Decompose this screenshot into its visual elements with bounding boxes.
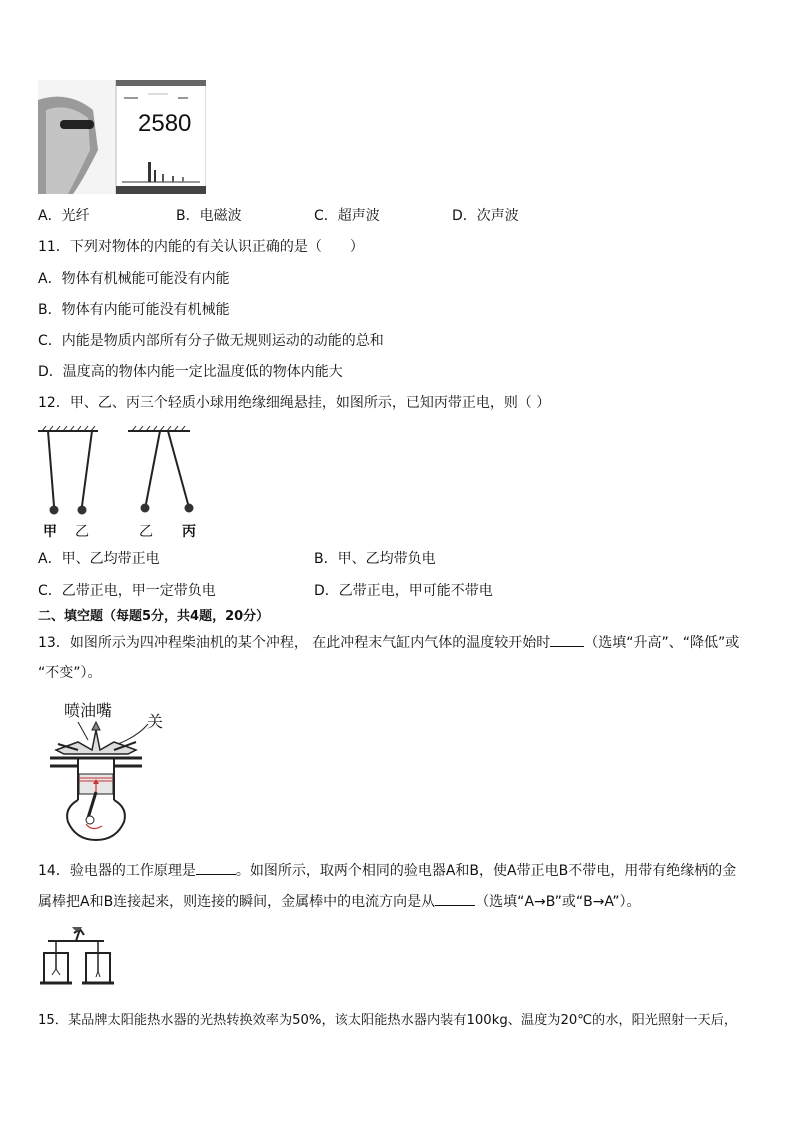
- q11-option-d: D．温度高的物体内能一定比温度低的物体内能大: [38, 364, 343, 380]
- q10-photo: [38, 80, 206, 194]
- q13-text-before-blank: 13．如图所示为四冲程柴油机的某个冲程， 在此冲程末气缸内气体的温度较开始时: [38, 635, 551, 651]
- q10-option-d: D．次声波: [452, 208, 519, 224]
- q14-text-after-blank-2: （选填“A→B”或“B→A”）。: [475, 894, 641, 910]
- q14-answer-blank-2[interactable]: [435, 893, 475, 906]
- fuel-nozzle-label: 喷油嘴: [64, 701, 113, 720]
- q11-stem: 11．下列对物体的内能的有关认识正确的是（ ）: [38, 239, 364, 255]
- q15-line1: 15．某品牌太阳能热水器的光热转换效率为50%，该太阳能热水器内装有100kg、温度为20℃的水，阳光照射一天后，: [38, 1013, 738, 1028]
- hanging-balls-figure: [36, 424, 206, 544]
- ball-label-yi-right: 乙: [139, 524, 153, 540]
- q11-option-c: C．内能是物质内部所有分子做无规则运动的动能的总和: [38, 333, 384, 349]
- q14-answer-blank-1[interactable]: [196, 862, 236, 875]
- ball-label-yi-left: 乙: [75, 524, 89, 540]
- q14-text-before-blank-2: 属棒把A和B连接起来，则连接的瞬间，金属棒中的电流方向是从: [38, 894, 436, 910]
- section-heading-fill-in: 二、填空题（每题5分，共4题，20分）: [38, 609, 270, 624]
- q11-option-a: A．物体有机械能可能没有内能: [38, 271, 230, 287]
- q12-stem: 12．甲、乙、丙三个轻质小球用绝缘细绳悬挂，如图所示，已知丙带正电，则（ ）: [38, 395, 551, 411]
- step-count-display: 2580: [138, 110, 192, 137]
- ball-label-jia: 甲: [43, 524, 57, 540]
- q14-text-before-blank-1: 14．验电器的工作原理是: [38, 863, 196, 879]
- valve-label: 关: [147, 712, 164, 731]
- q12-option-c: C．乙带正电，甲一定带负电: [38, 583, 216, 599]
- q12-option-d: D．乙带正电，甲可能不带电: [314, 583, 493, 599]
- q12-option-a: A．甲、乙均带正电: [38, 551, 160, 567]
- q14-line1: [38, 862, 736, 880]
- q13-line2: “不变”）。: [38, 665, 102, 681]
- q13-text-after-blank: （选填“升高”、“降低”或: [584, 635, 740, 651]
- q10-option-b: B．电磁波: [176, 208, 242, 224]
- ball-label-bing: 丙: [182, 524, 196, 540]
- q13-answer-blank[interactable]: [550, 634, 584, 647]
- electroscopes-figure: [38, 925, 118, 987]
- q14-text-after-blank-1: 。如图所示，取两个相同的验电器A和B，使A带正电B不带电，用带有绝缘柄的金: [235, 863, 737, 879]
- q13-line1: [38, 634, 739, 652]
- q10-option-a: A．光纤: [38, 208, 90, 224]
- q10-option-c: C．超声波: [314, 208, 380, 224]
- q12-option-b: B．甲、乙均带负电: [314, 551, 436, 567]
- q11-option-b: B．物体有内能可能没有机械能: [38, 302, 230, 318]
- q14-line2: [38, 893, 641, 911]
